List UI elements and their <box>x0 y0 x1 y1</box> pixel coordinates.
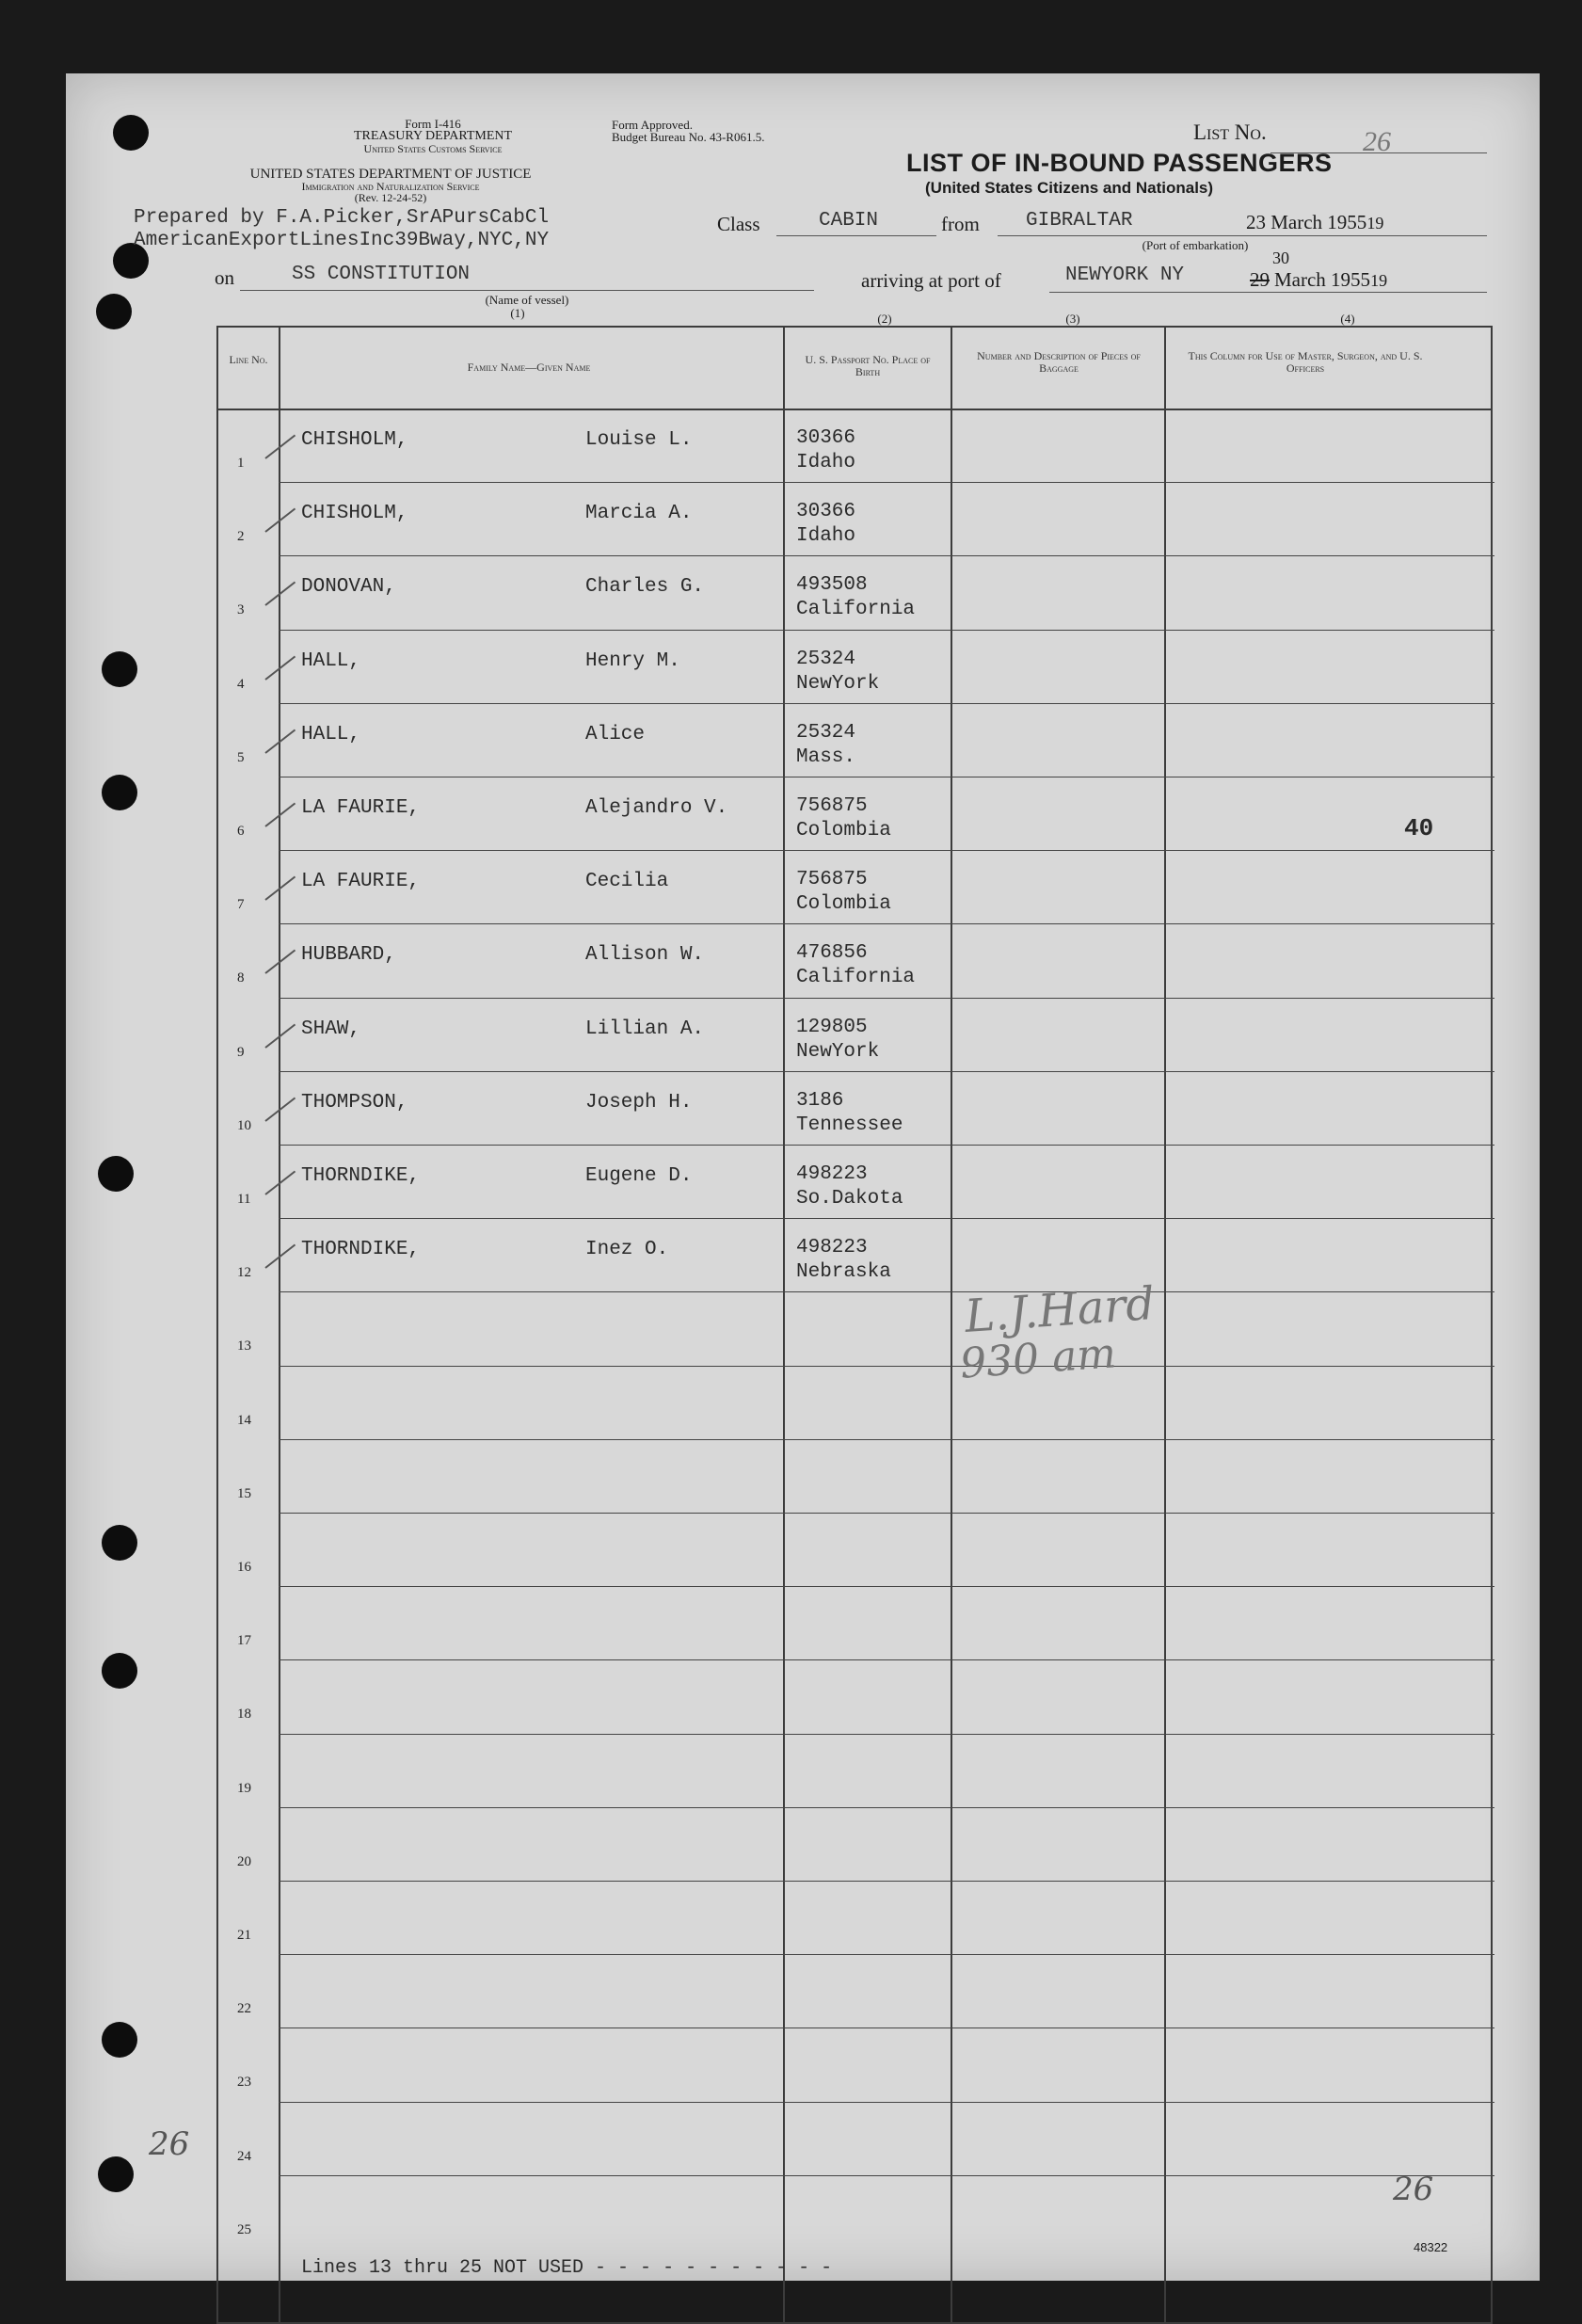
line-number: 1 <box>237 456 245 471</box>
row-divider <box>279 2027 1494 2028</box>
col-number-1: (1) <box>510 306 525 320</box>
given-name: Louise L. <box>585 429 693 451</box>
birthplace: Colombia <box>796 820 891 841</box>
line-number: 22 <box>237 2001 251 2017</box>
given-name: Charles G. <box>585 576 705 599</box>
given-name: Alice <box>585 723 646 745</box>
justice-dept: UNITED STATES DEPARTMENT OF JUSTICE <box>249 167 532 182</box>
header-row-bottom <box>218 409 1491 410</box>
treasury-dept: TREASURY DEPARTMENT <box>353 129 513 143</box>
arrival-day-struck: 29 <box>1250 268 1270 291</box>
row-divider <box>279 1659 1494 1660</box>
line-number: 15 <box>237 1485 251 1501</box>
not-used-note: Lines 13 thru 25 NOT USED - - - - - - - - - - - <box>301 2257 833 2279</box>
col-divider <box>783 328 785 2322</box>
vessel-caption: (Name of vessel) <box>485 293 569 307</box>
family-name: THORNDIKE, <box>301 1239 421 1261</box>
from-underline <box>998 235 1487 236</box>
birthplace: Nebraska <box>796 1261 891 1284</box>
col-passport: U. S. Passport No. Place of Birth <box>805 353 931 378</box>
line-number: 14 <box>237 1412 251 1428</box>
line-number: 25 <box>237 2221 251 2237</box>
line-number: 11 <box>237 1192 251 1207</box>
passport-number: 25324 <box>796 721 856 744</box>
row-divider <box>279 850 1494 851</box>
passport-number: 756875 <box>796 869 868 891</box>
passenger-table <box>216 326 1493 2324</box>
line-number: 17 <box>237 1633 251 1649</box>
passport-number: 493508 <box>796 574 868 597</box>
given-name: Allison W. <box>585 944 705 967</box>
given-name: Inez O. <box>585 1239 669 1261</box>
birthplace: NewYork <box>796 672 880 695</box>
on-label: on <box>215 266 234 289</box>
given-name: Eugene D. <box>585 1165 693 1187</box>
arriving-label: arriving at port of <box>861 269 1001 292</box>
row-divider <box>279 1513 1494 1514</box>
punch-hole <box>98 1156 134 1192</box>
row-divider <box>279 1734 1494 1735</box>
row-divider <box>279 1954 1494 1955</box>
arrival-day-correction: 30 <box>1272 248 1289 267</box>
form-id: Form I-416 <box>405 117 461 131</box>
col-officers: This Column for Use of Master, Surgeon, and U. S. Officers <box>1188 349 1423 375</box>
officer-note: 40 <box>1404 814 1434 842</box>
arrival-underline <box>1049 292 1487 293</box>
line-number: 3 <box>237 602 245 618</box>
row-divider <box>279 998 1494 999</box>
passport-number: 476856 <box>796 942 868 965</box>
family-name: CHISHOLM, <box>301 503 408 525</box>
col-family-name: Family Name—Given Name <box>467 361 591 374</box>
arrival-port: NEWYORK NY <box>1065 264 1185 286</box>
family-name: CHISHOLM, <box>301 429 408 451</box>
family-name: HALL, <box>301 649 361 672</box>
birthplace: Tennessee <box>796 1114 903 1136</box>
line-number: 10 <box>237 1117 251 1133</box>
line-number: 20 <box>237 1853 251 1869</box>
col-number-4: (4) <box>1340 312 1355 326</box>
row-divider <box>279 2102 1494 2103</box>
punch-hole <box>102 775 137 810</box>
passport-number: 756875 <box>796 795 868 817</box>
line-number: 6 <box>237 824 245 839</box>
margin-number-right: 26 <box>1393 2171 1434 2208</box>
embark-date-typed: 23 March 1955 <box>1246 211 1367 233</box>
birthplace: California <box>796 967 916 989</box>
birthplace: NewYork <box>796 1040 880 1063</box>
passport-number: 3186 <box>796 1089 844 1112</box>
family-name: SHAW, <box>301 1018 361 1040</box>
family-name: HALL, <box>301 723 361 745</box>
line-number: 4 <box>237 676 245 692</box>
passport-number: 498223 <box>796 1237 868 1259</box>
col-number-3: (3) <box>1065 312 1080 326</box>
col-divider <box>1164 328 1166 2322</box>
embark-date <box>1246 211 1383 234</box>
budget-bureau: Budget Bureau No. 43-R061.5. <box>612 130 765 144</box>
row-divider <box>279 1881 1494 1882</box>
line-number: 12 <box>237 1265 251 1281</box>
class-underline <box>776 235 936 236</box>
margin-number-left: 26 <box>149 2125 190 2163</box>
port-embark-caption: (Port of embarkation) <box>1142 238 1249 252</box>
form-subtitle: (United States Citizens and Nationals) <box>925 179 1214 197</box>
given-name: Alejandro V. <box>585 797 728 819</box>
form-approved: Form Approved. <box>612 118 693 132</box>
footer-code: 48322 <box>1414 2240 1448 2254</box>
passport-number: 498223 <box>796 1163 868 1185</box>
row-divider <box>279 482 1494 483</box>
col-number-2: (2) <box>877 312 892 326</box>
embark-year-suffix: 19 <box>1366 214 1384 232</box>
given-name: Cecilia <box>585 871 669 893</box>
col-line-no: Line No. <box>229 353 268 366</box>
revision: (Rev. 12-24-52) <box>354 191 427 204</box>
punch-hole <box>113 115 149 151</box>
birthplace: Mass. <box>796 745 856 768</box>
col-divider <box>951 328 952 2322</box>
arrival-date <box>1274 268 1387 292</box>
line-number: 7 <box>237 897 245 913</box>
given-name: Marcia A. <box>585 503 693 525</box>
row-divider <box>279 703 1494 704</box>
given-name: Henry M. <box>585 649 680 672</box>
line-number: 8 <box>237 970 245 986</box>
row-divider <box>279 555 1494 556</box>
family-name: LA FAURIE, <box>301 797 421 819</box>
list-no-value: 26 <box>1363 126 1391 157</box>
row-divider <box>279 1291 1494 1292</box>
birthplace: Idaho <box>796 525 856 548</box>
line-number: 19 <box>237 1780 251 1796</box>
line-number: 16 <box>237 1560 251 1575</box>
passport-number: 30366 <box>796 427 856 449</box>
family-name: LA FAURIE, <box>301 871 421 893</box>
row-divider <box>279 1218 1494 1219</box>
line-number: 18 <box>237 1707 251 1723</box>
punch-hole <box>102 1653 137 1689</box>
punch-hole <box>96 294 132 329</box>
from-label: from <box>941 213 980 235</box>
col-divider <box>279 328 280 2322</box>
row-divider <box>279 2175 1494 2176</box>
list-no-label: List No. <box>1193 120 1267 144</box>
ins-service: Immigration and Naturalization Service <box>301 180 480 193</box>
line-number: 5 <box>237 749 245 765</box>
passport-number: 25324 <box>796 648 856 670</box>
passport-number: 30366 <box>796 501 856 523</box>
family-name: HUBBARD, <box>301 944 396 967</box>
row-divider <box>279 1807 1494 1808</box>
family-name: THOMPSON, <box>301 1091 408 1114</box>
inspector-signature: L.J.Hard <box>963 1277 1157 1343</box>
family-name: DONOVAN, <box>301 576 396 599</box>
birthplace: So.Dakota <box>796 1188 903 1210</box>
class-value: CABIN <box>819 210 879 232</box>
birthplace: Idaho <box>796 452 856 473</box>
class-label: Class <box>717 213 760 235</box>
family-name: THORNDIKE, <box>301 1165 421 1187</box>
vessel-name: SS CONSTITUTION <box>292 264 471 285</box>
line-number: 24 <box>237 2148 251 2164</box>
line-number: 2 <box>237 529 245 545</box>
inspection-time: 930 am <box>958 1329 1118 1388</box>
arrival-year-suffix: 19 <box>1370 271 1388 290</box>
birthplace: Colombia <box>796 893 891 916</box>
punch-hole <box>98 2156 134 2192</box>
passenger-manifest-page <box>66 73 1540 2281</box>
customs-service: United States Customs Service <box>363 142 503 155</box>
vessel-underline <box>240 290 814 291</box>
line-number: 23 <box>237 2075 251 2091</box>
form-title: LIST OF IN-BOUND PASSENGERS <box>906 149 1333 177</box>
line-number: 21 <box>237 1928 251 1943</box>
given-name: Joseph H. <box>585 1091 693 1114</box>
arrival-date-typed: March 1955 <box>1274 268 1371 291</box>
line-number: 13 <box>237 1338 251 1354</box>
birthplace: California <box>796 599 916 621</box>
given-name: Lillian A. <box>585 1018 705 1040</box>
line-number: 9 <box>237 1044 245 1060</box>
row-divider <box>279 1071 1494 1072</box>
row-divider <box>279 1366 1494 1367</box>
punch-hole <box>102 2022 137 2058</box>
from-value: GIBRALTAR <box>1026 210 1133 232</box>
row-divider <box>279 1145 1494 1146</box>
passport-number: 129805 <box>796 1016 868 1038</box>
prepared-by-line2: AmericanExportLinesInc39Bway,NYC,NY <box>134 230 550 251</box>
punch-hole <box>102 651 137 687</box>
col-baggage: Number and Description of Pieces of Baggage <box>977 349 1141 375</box>
row-divider <box>279 1586 1494 1587</box>
prepared-by-line1: Prepared by F.A.Picker,SrAPursCabCl <box>134 207 550 229</box>
row-divider <box>279 1439 1494 1440</box>
punch-hole <box>102 1525 137 1561</box>
row-divider <box>279 923 1494 924</box>
row-divider <box>279 630 1494 631</box>
